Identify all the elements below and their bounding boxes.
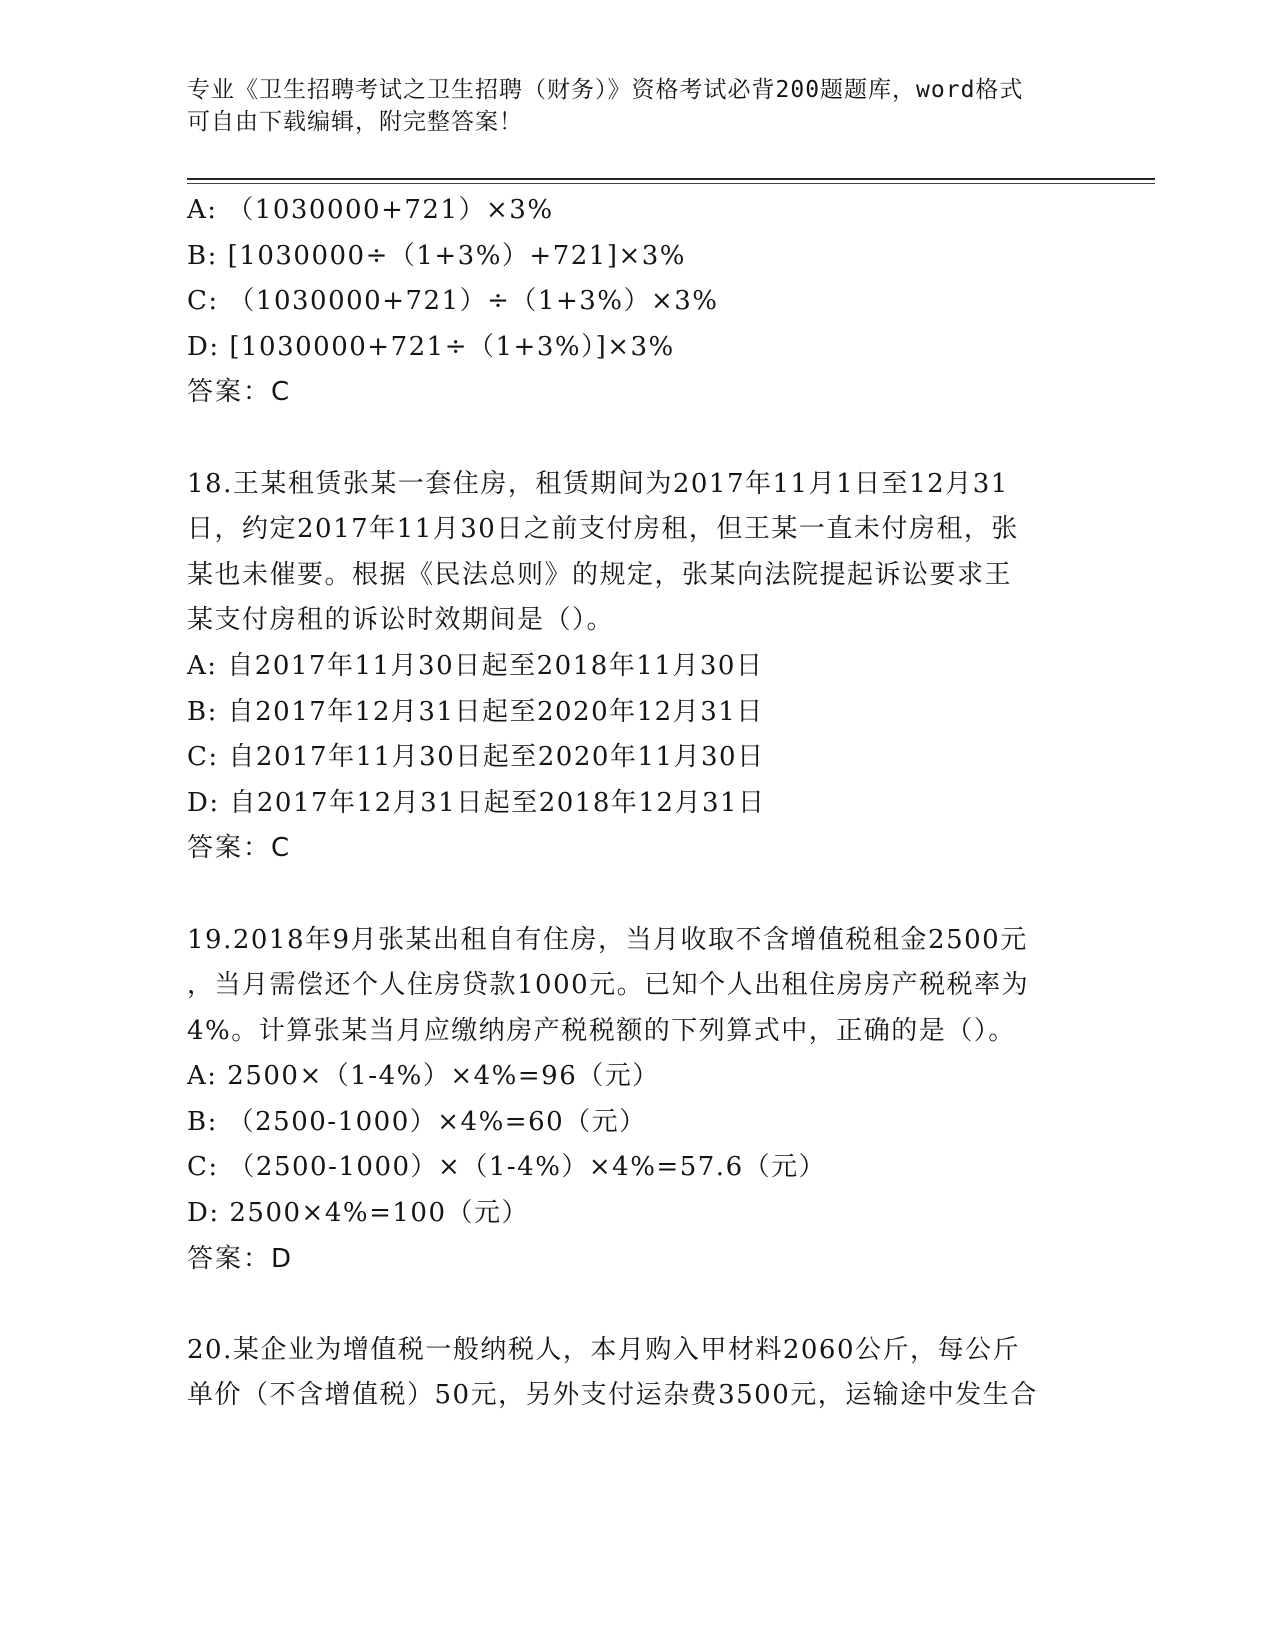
question-spacer — [187, 416, 1087, 462]
question-stem-line: 18.王某租赁张某一套住房，租赁期间为2017年11月1日至12月31 — [187, 468, 1009, 499]
option-c: C: （2500-1000）×（1-4%）×4%=57.6（元） — [187, 1152, 827, 1183]
answer-line: 答案：C — [187, 833, 292, 864]
answer-line: 答案：C — [187, 377, 292, 408]
option-c: C: （1030000+721）÷（1+3%）×3% — [187, 286, 719, 317]
option-d: D: 2500×4%=100（元） — [187, 1198, 529, 1229]
question-stem-line: 19.2018年9月张某出租自有住房，当月收取不含增值税租金2500元 — [187, 924, 1028, 955]
question-stem-line: 单价（不含增值税）50元，另外支付运杂费3500元，运输途中发生合 — [187, 1380, 1038, 1411]
question-18 — [187, 462, 1087, 872]
option-d: D: [1030000+721÷（1+3%）]×3% — [187, 331, 675, 362]
option-a: A: 2500×（1-4%）×4%=96（元） — [187, 1061, 660, 1092]
option-b: B: [1030000÷（1+3%）+721]×3% — [187, 240, 687, 271]
question-20 — [187, 1328, 1087, 1419]
question-19 — [187, 918, 1087, 1283]
header-title-line-2: 可自由下载编辑，附完整答案！ — [187, 109, 523, 135]
header-divider-thin — [187, 183, 1155, 184]
question-stem-line: 某也未催要。根据《民法总则》的规定，张某向法院提起诉讼要求王 — [187, 559, 1013, 590]
option-a: A: （1030000+721）×3% — [187, 195, 554, 225]
question-spacer — [187, 872, 1087, 918]
answer-line: 答案：D — [187, 1243, 294, 1274]
question-stem-line: ，当月需偿还个人住房贷款1000元。已知个人出租住房房产税税率为 — [187, 970, 1030, 1001]
header-title-line-1: 专业《卫生招聘考试之卫生招聘（财务）》资格考试必背200题题库，word格式 — [187, 77, 1024, 103]
question-stem-line: 20.某企业为增值税一般纳税人，本月购入甲材料2060公斤，每公斤 — [187, 1334, 1021, 1365]
question-stem-line: 日，约定2017年11月30日之前支付房租，但王某一直未付房租，张 — [187, 514, 1019, 545]
option-b: B: （2500-1000）×4%=60（元） — [187, 1106, 647, 1137]
option-d: D: 自2017年12月31日起至2018年12月31日 — [187, 787, 766, 818]
question-17 — [187, 188, 1087, 416]
question-stem-line: 4%。计算张某当月应缴纳房产税税额的下列算式中，正确的是（）。 — [187, 1015, 1016, 1046]
question-list — [187, 188, 1087, 1419]
option-b: B: 自2017年12月31日起至2020年12月31日 — [187, 696, 764, 727]
question-spacer — [187, 1282, 1087, 1328]
question-stem-line: 某支付房租的诉讼时效期间是（）。 — [187, 605, 615, 636]
page-header — [187, 74, 1067, 138]
header-divider — [187, 178, 1155, 180]
option-c: C: 自2017年11月30日起至2020年11月30日 — [187, 742, 765, 773]
option-a: A: 自2017年11月30日起至2018年11月30日 — [187, 650, 764, 681]
